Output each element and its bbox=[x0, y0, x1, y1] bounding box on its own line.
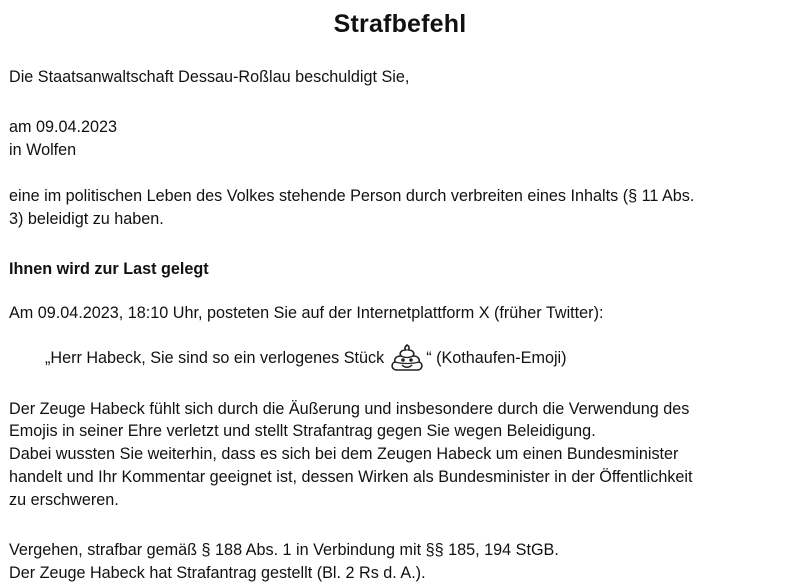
section-heading: Ihnen wird zur Last gelegt bbox=[9, 260, 209, 278]
complaint-text: Der Zeuge Habeck hat Strafantrag gestellt (Bl. 2 Rs d. A.). bbox=[9, 564, 426, 582]
charge-text-line-2: 3) beleidigt zu haben. bbox=[9, 210, 164, 228]
statement-line-2: Emojis in seiner Ehre verletzt und stellt Strafantrag gegen Sie wegen Beleidigung. bbox=[9, 422, 596, 440]
quoted-post bbox=[45, 342, 567, 374]
statement-line-1: Der Zeuge Habeck fühlt sich durch die Äußerung und insbesondere durch die Verwendung des bbox=[9, 400, 690, 418]
quote-text-start: „Herr Habeck, Sie sind so ein verlogenes Stück bbox=[45, 349, 385, 367]
post-description: Am 09.04.2023, 18:10 Uhr, posteten Sie auf der Internetplattform X (früher Twitter): bbox=[9, 304, 604, 322]
place-text: in Wolfen bbox=[9, 141, 77, 159]
statement-line-3: Dabei wussten Sie weiterhin, dass es sich bei dem Zeugen Habeck um einen Bundesminister bbox=[9, 445, 679, 463]
pile-of-poo-icon bbox=[390, 343, 424, 373]
document-title: Strafbefehl bbox=[333, 10, 467, 38]
statement-line-5: zu erschweren. bbox=[9, 491, 119, 509]
date-text: am 09.04.2023 bbox=[9, 118, 118, 136]
statement-line-4: handelt und Ihr Kommentar geeignet ist, dessen Wirken als Bundesminister in der Öffentlichkeit bbox=[9, 468, 693, 486]
offense-text: Vergehen, strafbar gemäß § 188 Abs. 1 in Verbindung mit §§ 185, 194 StGB. bbox=[9, 541, 559, 559]
charge-text-line-1: eine im politischen Leben des Volkes stehende Person durch verbreiten eines Inhalts (§ 11 Abs. bbox=[9, 187, 695, 205]
intro-text: Die Staatsanwaltschaft Dessau-Roßlau beschuldigt Sie, bbox=[9, 68, 410, 86]
quote-text-end: “ (Kothaufen-Emoji) bbox=[426, 349, 567, 367]
